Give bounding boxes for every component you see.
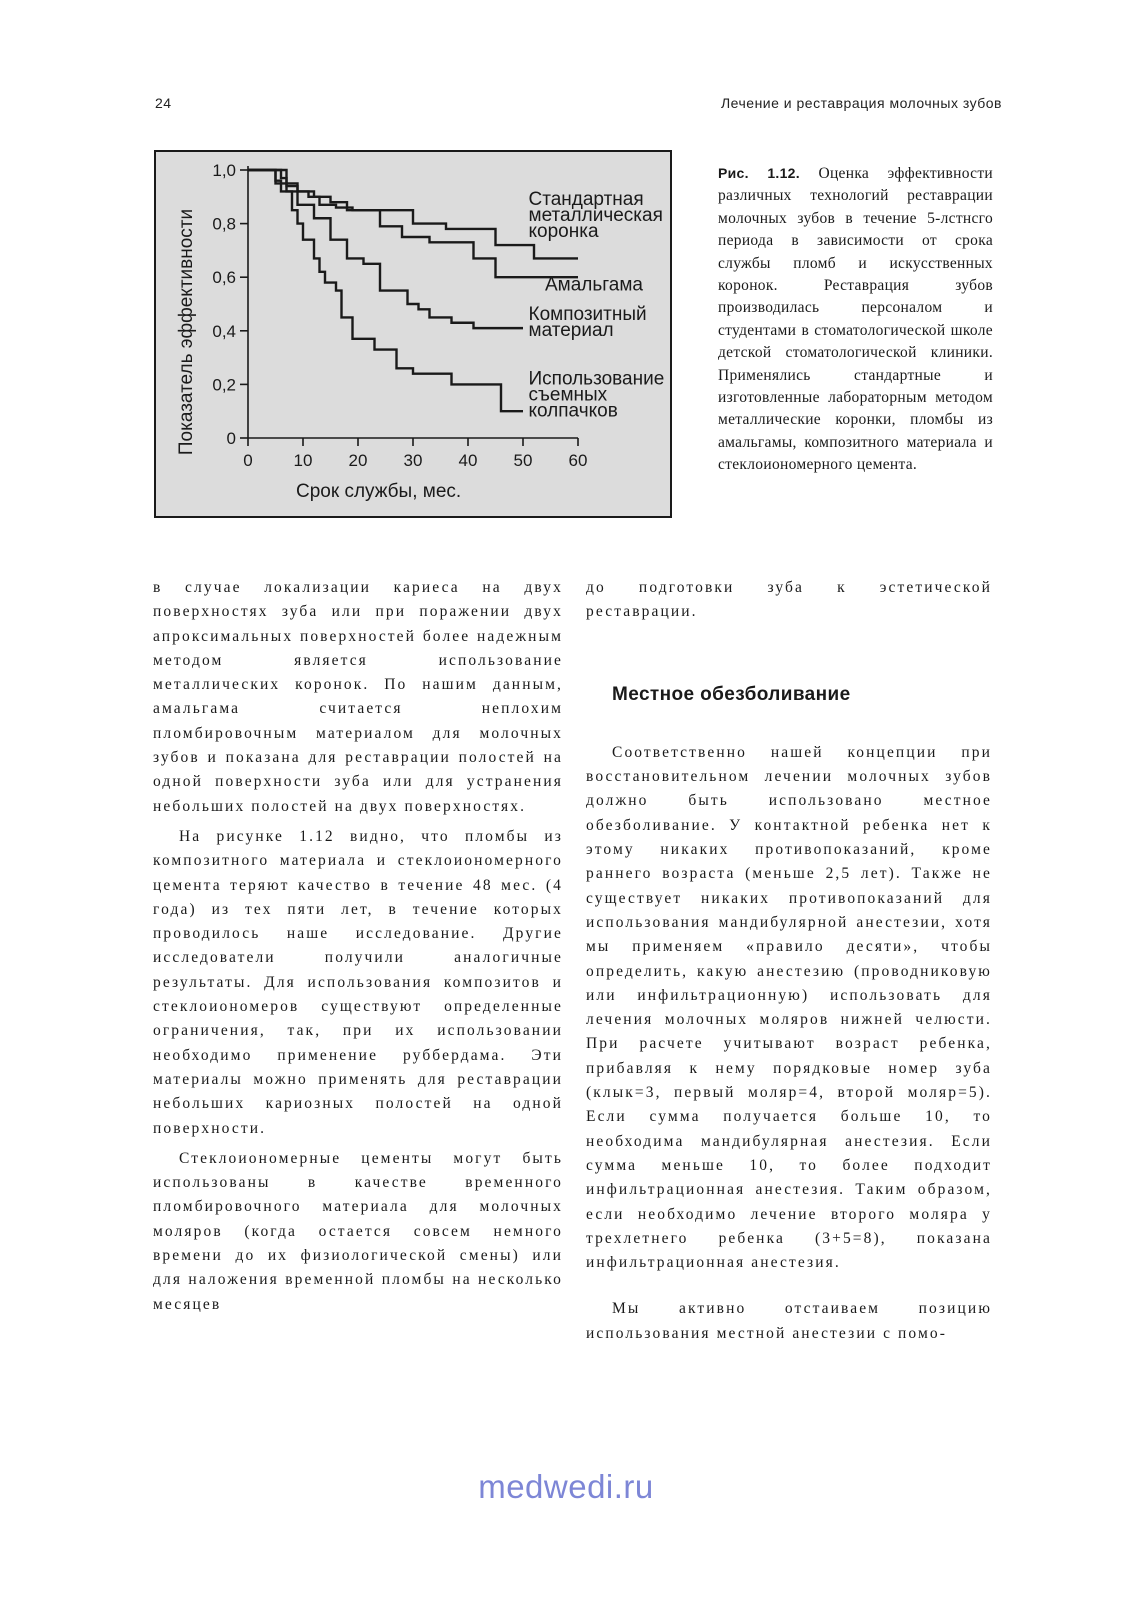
series-label: Композитный [528,304,647,326]
series-label: Амальгама [545,274,643,296]
figure-chart [154,150,672,518]
page-number: 24 [155,95,172,111]
y-tick-label: 0,8 [212,214,236,234]
series-label: съемных [528,384,608,406]
series-line-3 [248,170,523,328]
paragraph: Мы активно отстаиваем позицию использования местной анестезии с помо- [586,1300,992,1342]
paragraph: На рисунке 1.12 видно, что пломбы из композитного материала и стеклоиономерного цемента теряют качество в течение 48 мес. (4 года) из тех пяти лет, в течение которых проводилось наше исследование. Другие исследователи получили аналогичные результаты. Для использования композитов и стеклоиономеров существуют определенные ограничения, так, при их использовании необходимо применение руббердама. Эти материалы можно применять для реставрации небольших кариозных полостей на одной поверхности. [153,827,563,1137]
series-label: Стандартная [528,188,644,210]
series-label: материал [528,320,614,342]
section-heading: Местное обезболивание [612,683,851,705]
right-column [586,576,992,1346]
x-tick-label: 10 [293,451,313,470]
y-tick-label: 0,6 [212,268,236,288]
x-tick-label: 0 [243,451,253,470]
series-label: металлическая [528,204,663,226]
paragraph: Стеклоиономерные цементы могут быть использованы в качестве временного пломбировочного материала для молочных моляров (когда остается совсем немного времени до их физиологической смены) или для наложения временной пломбы на несколько месяцев [153,1149,563,1313]
chart-svg [156,152,670,516]
paragraph: в случае локализации кариеса на двух поверхностях зуба или при поражении двух апроксимальных поверхностей более надежным методом является использование металлических коронок. По нашим данным, амальгама считается неплохим пломбировочным материалом для молочных зубов и показана для реставрации полостей на одной поверхности зуба или для устранения небольших полостей на двух поверхностях. [153,579,563,815]
x-tick-label: 40 [458,451,478,470]
series-label: Использование [528,368,665,390]
paragraph: до подготовки зуба к эстетической реставрации. [586,579,992,621]
running-title: Лечение и реставрация молочных зубов [720,95,1002,111]
x-tick-label: 30 [403,451,423,470]
caption-label: Рис. 1.12. [718,165,800,181]
paragraph: Соответственно нашей концепции при восстановительном лечении молочных зубов должно быть использовано местное обезболивание. У контактной ребенка нет к этому никаких противопоказаний, кроме раннего возраста (меньше 2,5 лет). Также не существует никаких противопоказаний для использования мандибулярной анестезии, хотя мы применяем «правило десяти», чтобы определить, какую анестезию (проводниковую или инфильтрационную) использовать для лечения молочных моляров нижней челюсти. При расчете учитывают возраст ребенка, прибавляя к нему порядковые номер зуба (клык=3, первый моляр=4, второй моляр=5). Если сумма получается больше 10, то необходима мандибулярная анестезия. Если сумма меньше 10, то более подходит инфильтрационная анестезия. Таким образом, если необходимо лечение второго моляра у трехлетнего ребенка (3+5=8), показана инфильтрационная анестезия. [586,743,992,1272]
y-axis-title: Показатель эффективности [176,208,197,456]
y-tick-label: 0,4 [212,321,236,341]
x-tick-label: 50 [513,451,533,470]
left-column [153,576,563,1317]
caption-text: Оценка эффективности различных технологий реставрации молочных зубов в течение 5-лстнсго периода в зависимости от срока службы пломб и искусственных коронок. Реставрация зубов производилась персоналом и студентами в стоматологической школе детской стоматологической клиники. Применялись стандартные и изготовленные лабораторным методом металлические коронки, пломбы из амальгамы, композитного материала и стеклоиономерного цемента. [718,165,994,474]
series-label: коронка [528,221,599,242]
x-tick-label: 20 [348,451,368,470]
y-tick-label: 1,0 [212,161,236,180]
watermark: medwedi.ru [478,1468,654,1505]
figure-caption [718,162,993,477]
y-tick-label: 0 [226,429,236,448]
series-label: колпачков [528,400,618,422]
y-tick-label: 0,2 [212,375,236,395]
x-tick-label: 60 [568,451,588,470]
x-axis-title: Срок службы, мес. [296,481,462,502]
